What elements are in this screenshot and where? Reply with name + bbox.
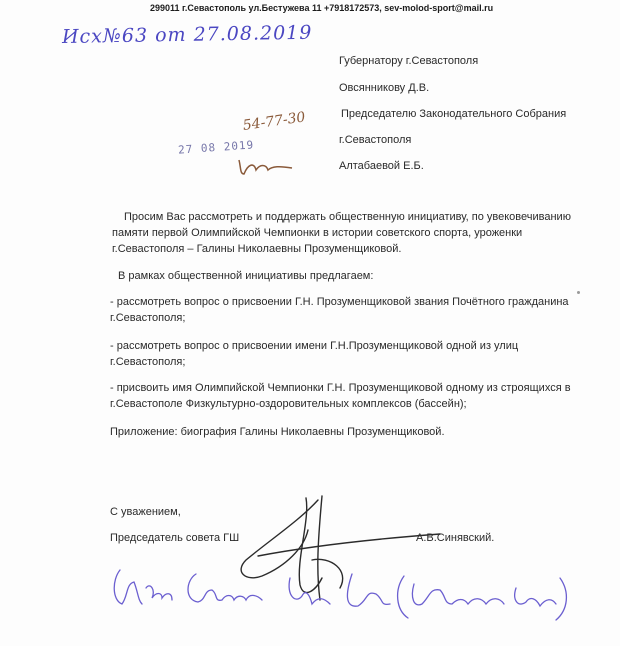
addressee-line-5: Алтабаевой Е.Б.: [339, 160, 424, 172]
closing-regards: С уважением,: [110, 506, 181, 518]
proposal-item-3-text: - присвоить имя Олимпийской Чемпионки Г.Н. Прозуменщиковой одному из строящихся в г.Севастополе Физкультурно-оздоровительных комплексов (бассейн);: [110, 382, 571, 410]
addressee-line-3: Председателю Законодательного Собрания: [341, 108, 567, 120]
registration-stamp-date: 27 08 2019: [177, 138, 255, 157]
proposal-lead: [112, 268, 582, 284]
outgoing-number-handwritten: Исх№63 от 27.08.2019: [61, 21, 313, 48]
letterhead-contact-line: 299011 г.Севастополь ул.Бестужева 11 +7918172573, sev-molod-sport@mail.ru: [150, 3, 494, 13]
attachment-note: [110, 424, 580, 440]
margin-mark: [577, 291, 580, 294]
proposal-lead-text: В рамках общественной инициативы предлагаем:: [118, 270, 374, 282]
addressee-line-2: Овсянникову Д.В.: [339, 82, 430, 94]
proposal-item-2-text: - рассмотреть вопрос о присвоении имени Г.Н.Прозуменщиковой одной из улиц г.Севастополя;: [110, 340, 519, 368]
proposal-item-3: [110, 380, 580, 412]
proposal-item-2: [110, 338, 530, 370]
registration-initials-signature: [236, 154, 296, 178]
signatory-title: Председатель совета ГШ: [110, 532, 240, 544]
proposal-item-1: [110, 294, 580, 326]
registration-number-handwritten: 54-77-30: [241, 109, 307, 134]
attachment-text: Приложение: биография Галины Николаевны Прозуменщиковой.: [110, 426, 445, 438]
chairman-signature: [241, 496, 440, 600]
handwritten-footer: [114, 570, 566, 620]
proposal-item-1-text: - рассмотреть вопрос о присвоении Г.Н. Прозуменщиковой звания Почётного гражданина г.Севастополя;: [110, 296, 569, 324]
signatory-name: А.В.Синявский.: [416, 532, 495, 544]
intro-paragraph: [112, 209, 582, 257]
addressee-line-4: г.Севастополя: [339, 134, 412, 146]
intro-text: Просим Вас рассмотреть и поддержать общественную инициативу, по увековечиванию памяти первой Олимпийской Чемпионки в истории советского спорта, уроженки г.Севастополя – Галины Николаевны Прозуменщиковой.: [112, 211, 571, 255]
addressee-line-1: Губернатору г.Севастополя: [339, 55, 479, 67]
